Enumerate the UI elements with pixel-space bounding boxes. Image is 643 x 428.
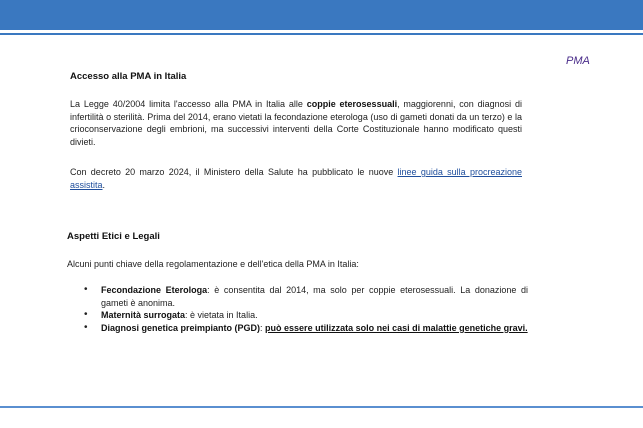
paragraph-legge-bold: coppie eterosessuali xyxy=(306,99,398,109)
list-item xyxy=(84,284,528,309)
bullet-text-underlined: può essere utilizzata solo nei casi di malattie genetiche gravi. xyxy=(265,322,528,333)
section-tag: PMA xyxy=(566,55,590,67)
footer-divider xyxy=(0,406,643,408)
bullet-label: Maternità surrogata xyxy=(101,310,186,321)
bullet-icon: • xyxy=(84,284,88,295)
bullet-text: : è consentita dal 2014, ma solo per coppie eterosessuali. La donazione di gameti è anonima. xyxy=(101,285,529,308)
bullet-text: : è vietata in Italia. xyxy=(185,310,258,321)
paragraph-legge xyxy=(70,98,522,148)
bullet-icon: • xyxy=(84,321,88,333)
header-divider xyxy=(0,33,643,35)
section-heading-aspetti: Aspetti Etici e Legali xyxy=(67,231,160,242)
bullet-label: Diagnosi genetica preimpianto (PGD) xyxy=(101,322,261,333)
paragraph-legge-pre: La Legge 40/2004 limita l'accesso alla PMA in Italia alle xyxy=(70,99,307,109)
bullet-separator: : xyxy=(260,322,266,333)
aspetti-intro: Alcuni punti chiave della regolamentazione e dell'etica della PMA in Italia: xyxy=(67,259,359,269)
linee-guida-link[interactable]: linee guida sulla procreazione assistita xyxy=(70,167,522,190)
paragraph-decreto-post: . xyxy=(102,179,106,190)
paragraph-decreto xyxy=(70,166,522,191)
list-item xyxy=(84,309,528,322)
key-points-list xyxy=(84,284,528,334)
header-bar xyxy=(0,0,643,30)
paragraph-legge-post: , maggiorenni, con diagnosi di infertilità o sterilità. Prima del 2014, erano vietati la fecondazione eterologa (uso di gameti donati da un terzo) e la crioconservazione degli embrioni, ma successivi interventi della Corte Costituzionale hanno modificato questi divieti. xyxy=(70,99,522,147)
bullet-icon: • xyxy=(84,309,88,321)
section-heading-accesso: Accesso alla PMA in Italia xyxy=(70,71,187,82)
bullet-label: Fecondazione Eterologa xyxy=(101,285,208,295)
list-item xyxy=(84,322,528,335)
paragraph-decreto-pre: Con decreto 20 marzo 2024, il Ministero della Salute ha pubblicato le nuove xyxy=(70,167,398,177)
